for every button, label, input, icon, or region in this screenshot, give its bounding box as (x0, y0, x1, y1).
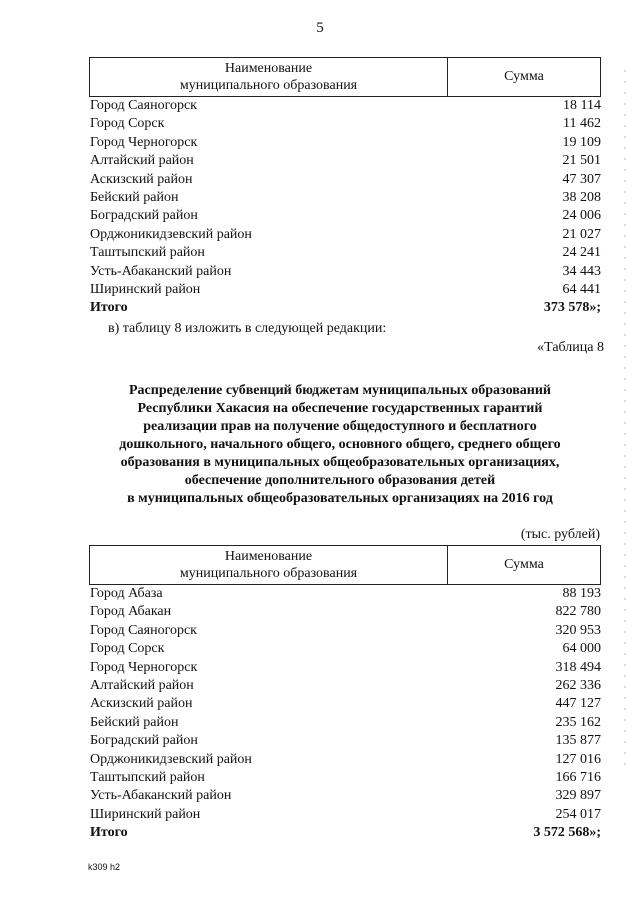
title-line: образования в муниципальных общеобразовательных организациях, (120, 455, 560, 470)
row-value: 64 441 (562, 281, 601, 297)
title-line: Республики Хакасия на обеспечение государственных гарантий (137, 401, 543, 416)
row-name: Боградский район (90, 208, 198, 224)
row-value: 64 000 (562, 641, 601, 657)
table-row (89, 659, 601, 677)
row-value: 24 241 (562, 245, 601, 261)
budget-table-1 (89, 57, 601, 318)
table-reference: «Таблица 8 (537, 340, 604, 355)
header-name-line-2: муниципального образования (179, 78, 358, 93)
row-name: Город Сорск (90, 116, 165, 132)
row-name: Бейский район (90, 189, 179, 205)
table-row (89, 263, 601, 281)
title-line: Распределение субвенций бюджетам муниципальных образований (129, 383, 551, 398)
title-line: обеспечение дополнительного образования детей (184, 473, 496, 488)
row-name: Усть-Абаканский район (90, 788, 232, 804)
row-value: 19 109 (562, 134, 601, 150)
table-body (89, 97, 601, 318)
row-value: 329 897 (555, 788, 601, 804)
table-row (89, 171, 601, 189)
row-name: Бейский район (90, 714, 179, 730)
table-row (89, 244, 601, 262)
total-row (89, 299, 601, 317)
table-row (89, 207, 601, 225)
row-value: 262 336 (555, 677, 601, 693)
row-name: Орджоникидзевский район (90, 751, 252, 767)
row-name: Ширинский район (90, 281, 201, 297)
header-name-line-1: Наименование (224, 549, 313, 564)
row-value: 11 462 (563, 116, 601, 132)
table-row (89, 677, 601, 695)
table-header (89, 57, 601, 97)
table-row (89, 640, 601, 658)
header-sum-cell: Сумма (504, 557, 544, 572)
table-row (89, 787, 601, 805)
title-line: дошкольного, начального общего, основного общего, среднего общего (119, 437, 561, 452)
row-name: Город Абакан (90, 604, 172, 620)
table-row (89, 152, 601, 170)
scan-margin-marks (623, 70, 627, 770)
table-row (89, 585, 601, 603)
table-row (89, 281, 601, 299)
row-name: Аскизский район (90, 696, 193, 712)
table-row (89, 134, 601, 152)
title-line: в муниципальных общеобразовательных организациях на 2016 год (127, 491, 553, 506)
table-row (89, 97, 601, 115)
row-name: Город Саяногорск (90, 98, 197, 113)
table-row (89, 769, 601, 787)
row-value: 447 127 (555, 696, 601, 712)
table-row (89, 806, 601, 824)
row-value: 822 780 (555, 604, 601, 620)
row-name: Город Сорск (90, 641, 165, 657)
row-value: 320 953 (555, 622, 601, 638)
row-value: 135 877 (555, 733, 601, 749)
budget-table-2 (89, 545, 601, 842)
row-name: Усть-Абаканский район (90, 263, 232, 279)
row-value: 34 443 (562, 263, 601, 279)
row-name: Город Абаза (90, 586, 163, 601)
header-sum-cell: Сумма (504, 69, 544, 84)
row-name: Боградский район (90, 733, 198, 749)
page-number: 5 (316, 20, 324, 36)
row-name: Орджоникидзевский район (90, 226, 252, 242)
table-row (89, 115, 601, 133)
table-row (89, 695, 601, 713)
row-value: 318 494 (555, 659, 601, 675)
header-name-cell (90, 546, 448, 584)
row-value: 235 162 (555, 714, 601, 730)
table-row (89, 622, 601, 640)
table-row (89, 603, 601, 621)
row-value: 47 307 (562, 171, 601, 187)
row-name: Таштыпский район (90, 769, 205, 785)
row-name: Аскизский район (90, 171, 193, 187)
row-value: 166 716 (555, 769, 601, 785)
row-value: 38 208 (562, 189, 601, 205)
total-label: Итого (90, 300, 128, 316)
footer-code: k309 h2 (88, 862, 121, 872)
row-name: Алтайский район (90, 153, 194, 169)
row-name: Таштыпский район (90, 245, 205, 261)
row-value: 254 017 (555, 806, 601, 822)
total-value: 373 578»; (543, 300, 601, 316)
table-row (89, 751, 601, 769)
table-row (89, 226, 601, 244)
row-name: Город Саяногорск (90, 622, 197, 638)
total-row (89, 824, 601, 842)
total-value: 3 572 568»; (533, 825, 601, 841)
row-name: Город Черногорск (90, 659, 198, 675)
row-value: 21 027 (562, 226, 601, 242)
row-value: 18 114 (563, 98, 601, 113)
title-line: реализации прав на получение общедоступного и бесплатного (143, 419, 537, 434)
row-value: 21 501 (562, 153, 601, 169)
amendment-paragraph: в) таблицу 8 изложить в следующей редакции: (108, 321, 387, 336)
header-name-line-1: Наименование (224, 61, 313, 76)
row-name: Город Черногорск (90, 134, 198, 150)
row-name: Ширинский район (90, 806, 201, 822)
table-header (89, 545, 601, 585)
units-label: (тыс. рублей) (520, 527, 600, 542)
table-row (89, 732, 601, 750)
total-label: Итого (90, 825, 128, 841)
row-value: 88 193 (562, 586, 601, 601)
table-title (80, 382, 600, 508)
header-name-line-2: муниципального образования (179, 566, 358, 581)
row-value: 127 016 (555, 751, 601, 767)
header-name-cell (90, 58, 448, 96)
row-name: Алтайский район (90, 677, 194, 693)
table-row (89, 189, 601, 207)
row-value: 24 006 (562, 208, 601, 224)
table-body (89, 585, 601, 842)
table-row (89, 714, 601, 732)
